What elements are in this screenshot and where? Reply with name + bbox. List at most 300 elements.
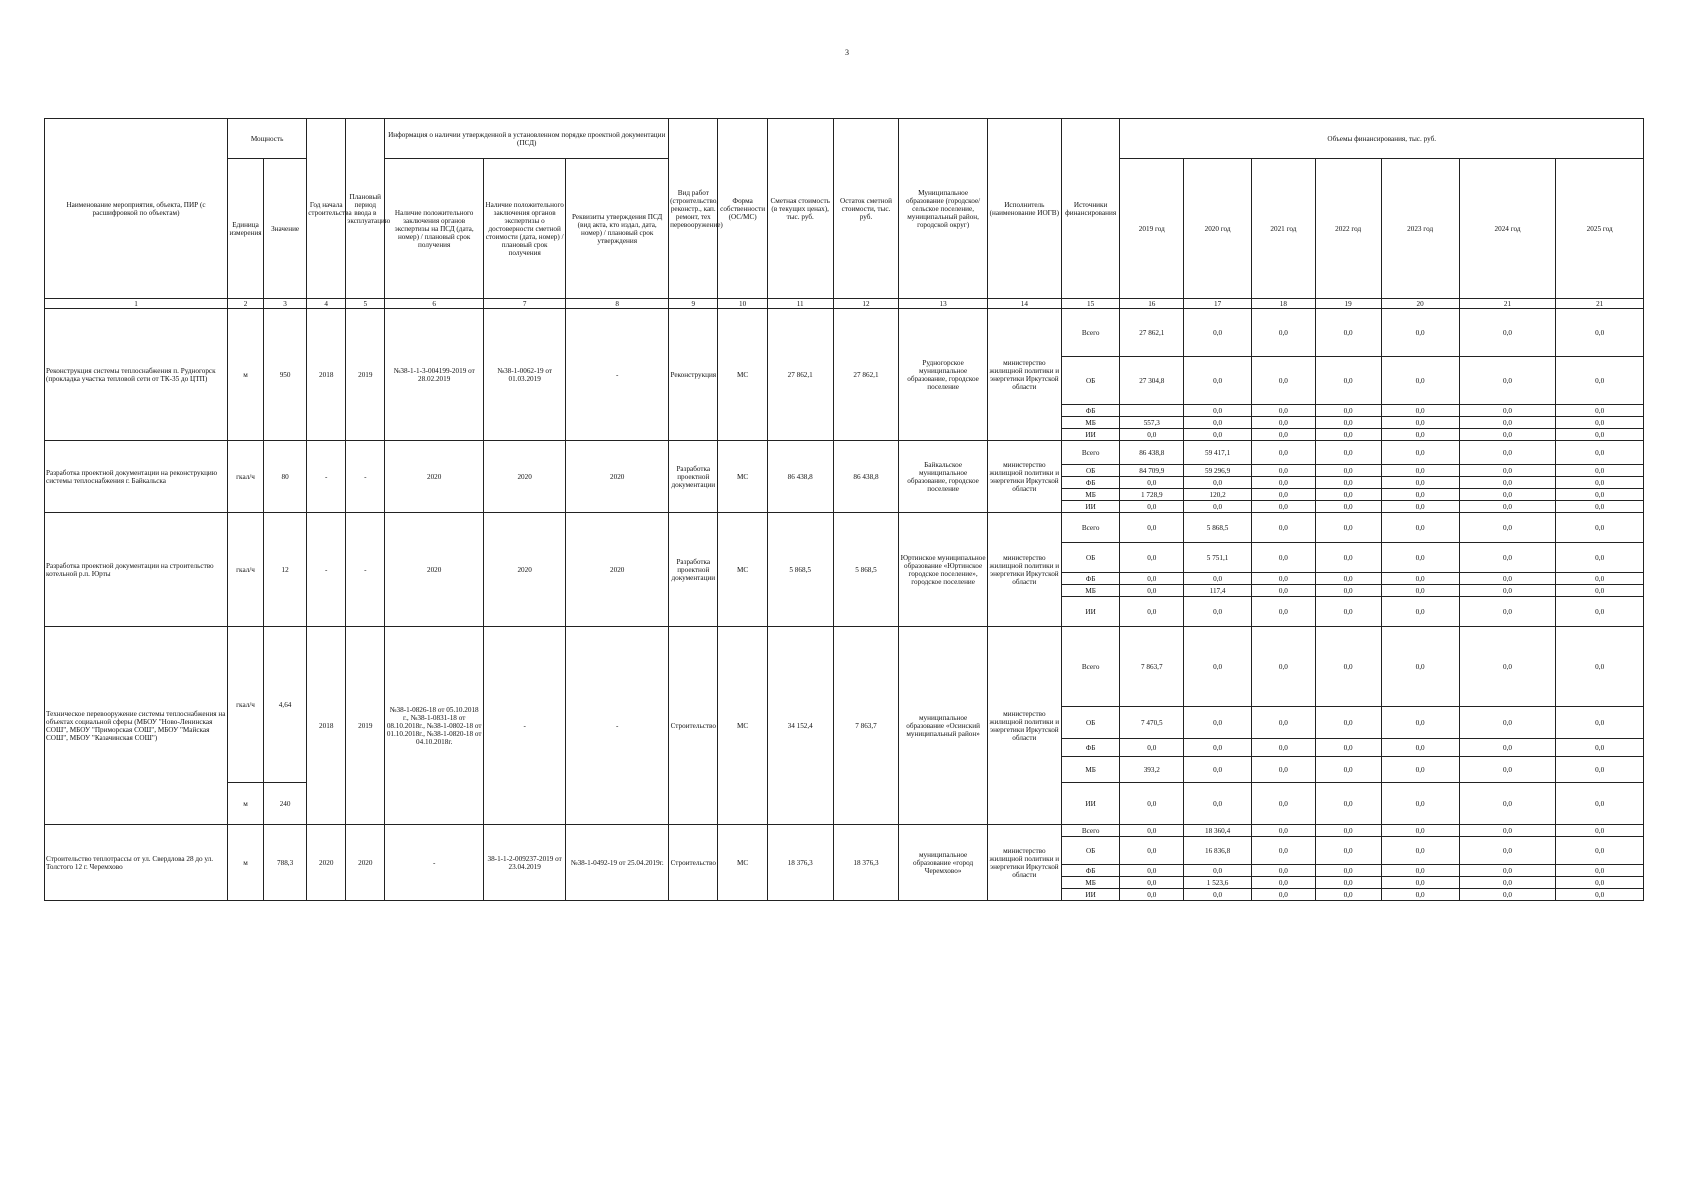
amount-cell: 0,0 (1120, 513, 1184, 543)
source-cell: ОБ (1061, 837, 1120, 865)
expertise-cell: 2020 (385, 513, 484, 627)
source-cell: МБ (1061, 489, 1120, 501)
amount-cell: 0,0 (1381, 585, 1459, 597)
amount-cell: 0,0 (1459, 489, 1556, 501)
amount-cell: 0,0 (1252, 465, 1316, 477)
amount-cell: 0,0 (1381, 543, 1459, 573)
project-name: Разработка проектной документации на реконструкцию системы теплоснабжения г. Байкальска (45, 441, 228, 513)
header-value: Значение (264, 159, 307, 299)
amount-cell: 0,0 (1184, 739, 1252, 757)
amount-cell: 0,0 (1252, 837, 1316, 865)
amount-cell: 0,0 (1252, 707, 1316, 739)
amount-cell: 7 863,7 (1120, 627, 1184, 707)
amount-cell: 0,0 (1184, 757, 1252, 783)
amount-cell: 0,0 (1381, 309, 1459, 357)
approval-cell: 2020 (566, 513, 669, 627)
amount-cell: 0,0 (1120, 429, 1184, 441)
amount-cell: 0,0 (1252, 865, 1316, 877)
amount-cell: 0,0 (1252, 357, 1316, 405)
amount-cell: 0,0 (1459, 405, 1556, 417)
work-type-cell: Строительство (669, 825, 718, 901)
table-row (45, 627, 1644, 707)
table-row (45, 513, 1644, 543)
table-row (45, 309, 1644, 357)
amount-cell: 0,0 (1315, 877, 1381, 889)
estimate-rest-cell: 7 863,7 (833, 627, 899, 825)
estimate-cost-cell: 27 862,1 (767, 309, 833, 441)
value-cell: 788,3 (264, 825, 307, 901)
amount-cell: 0,0 (1556, 627, 1644, 707)
amount-cell: 59 296,9 (1184, 465, 1252, 477)
column-number: 13 (899, 299, 987, 309)
amount-cell: 0,0 (1315, 501, 1381, 513)
amount-cell: 0,0 (1459, 877, 1556, 889)
amount-cell: 0,0 (1459, 783, 1556, 825)
source-cell: ОБ (1061, 707, 1120, 739)
amount-cell: 0,0 (1252, 501, 1316, 513)
amount-cell: 0,0 (1459, 465, 1556, 477)
column-number: 12 (833, 299, 899, 309)
amount-cell: 0,0 (1120, 889, 1184, 901)
source-cell: ФБ (1061, 865, 1120, 877)
amount-cell: 0,0 (1184, 405, 1252, 417)
project-name: Техническое перевооружение системы теплоснабжения на объектах социальной сферы (МБОУ "Ново-Ленинская СОШ", МБОУ "Приморская СОШ", МБОУ "Майская СОШ", МБОУ "Казачинская СОШ") (45, 627, 228, 825)
amount-cell: 0,0 (1556, 513, 1644, 543)
amount-cell: 0,0 (1556, 757, 1644, 783)
amount-cell: 0,0 (1459, 417, 1556, 429)
amount-cell: 0,0 (1381, 739, 1459, 757)
ownership-cell: МС (718, 309, 767, 441)
amount-cell: 0,0 (1381, 501, 1459, 513)
plan-year-cell: 2020 (346, 825, 385, 901)
approval-cell: №38-1-0492-19 от 25.04.2019г. (566, 825, 669, 901)
column-number: 21 (1556, 299, 1644, 309)
amount-cell: 0,0 (1252, 757, 1316, 783)
header-year: 2021 год (1252, 159, 1316, 299)
amount-cell: 0,0 (1120, 783, 1184, 825)
amount-cell: 0,0 (1556, 597, 1644, 627)
amount-cell: 0,0 (1459, 573, 1556, 585)
amount-cell: 0,0 (1556, 877, 1644, 889)
amount-cell: 0,0 (1252, 783, 1316, 825)
expertise-cell: №38-1-1-3-004199-2019 от 28.02.2019 (385, 309, 484, 441)
amount-cell: 0,0 (1184, 783, 1252, 825)
amount-cell: 0,0 (1315, 783, 1381, 825)
cost-expertise-cell: 38-1-1-2-009237-2019 от 23.04.2019 (484, 825, 566, 901)
amount-cell: 0,0 (1252, 585, 1316, 597)
amount-cell: 0,0 (1120, 825, 1184, 837)
amount-cell: 0,0 (1459, 357, 1556, 405)
amount-cell: 0,0 (1381, 877, 1459, 889)
amount-cell: 0,0 (1381, 513, 1459, 543)
source-cell: ИИ (1061, 597, 1120, 627)
source-cell: ИИ (1061, 429, 1120, 441)
amount-cell: 0,0 (1556, 489, 1644, 501)
table-body (45, 309, 1644, 901)
amount-cell: 0,0 (1556, 477, 1644, 489)
amount-cell: 0,0 (1459, 627, 1556, 707)
header-year: 2020 год (1184, 159, 1252, 299)
amount-cell: 0,0 (1459, 429, 1556, 441)
amount-cell: 0,0 (1556, 585, 1644, 597)
amount-cell: 0,0 (1381, 597, 1459, 627)
cost-expertise-cell: 2020 (484, 513, 566, 627)
expertise-cell: 2020 (385, 441, 484, 513)
header-year: 2023 год (1381, 159, 1459, 299)
amount-cell: 0,0 (1315, 739, 1381, 757)
amount-cell: 0,0 (1184, 865, 1252, 877)
cost-expertise-cell: №38-1-0062-19 от 01.03.2019 (484, 309, 566, 441)
amount-cell: 0,0 (1381, 417, 1459, 429)
unit-cell: гкал/ч (228, 627, 264, 783)
amount-cell: 1 728,9 (1120, 489, 1184, 501)
municipality-cell: муниципальное образование «Осинский муниципальный район» (899, 627, 987, 825)
amount-cell: 0,0 (1556, 837, 1644, 865)
source-cell: Всего (1061, 513, 1120, 543)
amount-cell: 59 417,1 (1184, 441, 1252, 465)
amount-cell: 0,0 (1315, 597, 1381, 627)
amount-cell (1120, 405, 1184, 417)
amount-cell: 0,0 (1120, 877, 1184, 889)
executor-cell: министерство жилищной политики и энергетики Иркутской области (987, 627, 1061, 825)
amount-cell: 0,0 (1459, 309, 1556, 357)
amount-cell: 0,0 (1315, 417, 1381, 429)
column-number: 20 (1381, 299, 1459, 309)
column-number: 15 (1061, 299, 1120, 309)
approval-cell: - (566, 309, 669, 441)
header-financing: Объемы финансирования, тыс. руб. (1120, 119, 1644, 159)
work-type-cell: Реконструкция (669, 309, 718, 441)
column-number: 19 (1315, 299, 1381, 309)
amount-cell: 0,0 (1556, 543, 1644, 573)
amount-cell: 0,0 (1315, 465, 1381, 477)
amount-cell: 393,2 (1120, 757, 1184, 783)
estimate-cost-cell: 18 376,3 (767, 825, 833, 901)
amount-cell: 0,0 (1459, 757, 1556, 783)
amount-cell: 0,0 (1315, 825, 1381, 837)
amount-cell: 0,0 (1315, 543, 1381, 573)
expertise-cell: №38-1-0826-18 от 05.10.2018 г., №38-1-0831-18 от 08.10.2018г., №38-1-0802-18 от 01.10.2018г., №38-1-0820-18 от 04.10.2018г. (385, 627, 484, 825)
header-cost: Сметная стоимость (в текущих ценах), тыс. руб. (767, 119, 833, 299)
unit-cell: м (228, 309, 264, 441)
plan-year-cell: 2019 (346, 627, 385, 825)
amount-cell: 5 868,5 (1184, 513, 1252, 543)
column-number: 10 (718, 299, 767, 309)
amount-cell: 0,0 (1120, 865, 1184, 877)
source-cell: Всего (1061, 825, 1120, 837)
amount-cell: 0,0 (1315, 489, 1381, 501)
header-year-start: Год начала строительства (307, 119, 346, 299)
amount-cell: 0,0 (1252, 597, 1316, 627)
amount-cell: 0,0 (1556, 783, 1644, 825)
estimate-rest-cell: 5 868,5 (833, 513, 899, 627)
column-number: 16 (1120, 299, 1184, 309)
column-number: 2 (228, 299, 264, 309)
expertise-cell: - (385, 825, 484, 901)
amount-cell: 0,0 (1381, 889, 1459, 901)
amount-cell: 5 751,1 (1184, 543, 1252, 573)
amount-cell: 0,0 (1252, 309, 1316, 357)
column-number: 11 (767, 299, 833, 309)
amount-cell: 0,0 (1459, 597, 1556, 627)
amount-cell: 0,0 (1252, 477, 1316, 489)
amount-cell: 84 709,9 (1120, 465, 1184, 477)
amount-cell: 0,0 (1556, 417, 1644, 429)
unit-cell: м (228, 783, 264, 825)
amount-cell: 0,0 (1381, 357, 1459, 405)
value-cell: 950 (264, 309, 307, 441)
plan-year-cell: 2019 (346, 309, 385, 441)
amount-cell: 18 360,4 (1184, 825, 1252, 837)
amount-cell: 0,0 (1120, 837, 1184, 865)
source-cell: МБ (1061, 757, 1120, 783)
municipality-cell: муниципальное образование «город Черемхово» (899, 825, 987, 901)
amount-cell: 7 470,5 (1120, 707, 1184, 739)
amount-cell: 0,0 (1381, 405, 1459, 417)
header-psd: Информация о наличии утвержденной в установленном порядке проектной документации (ПСД) (385, 119, 669, 159)
amount-cell: 0,0 (1315, 405, 1381, 417)
unit-cell: гкал/ч (228, 441, 264, 513)
header-rest: Остаток сметной стоимости, тыс. руб. (833, 119, 899, 299)
plan-year-cell: - (346, 441, 385, 513)
executor-cell: министерство жилищной политики и энергетики Иркутской области (987, 309, 1061, 441)
amount-cell: 0,0 (1252, 441, 1316, 465)
amount-cell: 0,0 (1381, 573, 1459, 585)
amount-cell: 0,0 (1252, 739, 1316, 757)
amount-cell: 27 304,8 (1120, 357, 1184, 405)
project-name: Разработка проектной документации на строительство котельной р.п. Юрты (45, 513, 228, 627)
source-cell: МБ (1061, 417, 1120, 429)
estimate-rest-cell: 86 438,8 (833, 441, 899, 513)
amount-cell: 0,0 (1315, 309, 1381, 357)
header-power: Мощность (228, 119, 307, 159)
value-cell: 12 (264, 513, 307, 627)
amount-cell: 0,0 (1381, 825, 1459, 837)
amount-cell: 0,0 (1252, 573, 1316, 585)
amount-cell: 0,0 (1459, 837, 1556, 865)
header-year: 2024 год (1459, 159, 1556, 299)
amount-cell: 0,0 (1184, 627, 1252, 707)
column-number: 8 (566, 299, 669, 309)
amount-cell: 0,0 (1459, 585, 1556, 597)
column-number: 6 (385, 299, 484, 309)
amount-cell: 0,0 (1556, 429, 1644, 441)
municipality-cell: Юртинское муниципальное образование «Юртинское городское поселение», городское поселение (899, 513, 987, 627)
header-c7: Наличие положительного заключения органов экспертизы о достоверности сметной стоимости (дата, номер) / плановый срок получения (484, 159, 566, 299)
estimate-cost-cell: 5 868,5 (767, 513, 833, 627)
work-type-cell: Разработка проектной документации (669, 513, 718, 627)
amount-cell: 0,0 (1252, 405, 1316, 417)
amount-cell: 0,0 (1184, 573, 1252, 585)
column-number: 5 (346, 299, 385, 309)
amount-cell: 0,0 (1120, 477, 1184, 489)
executor-cell: министерство жилищной политики и энергетики Иркутской области (987, 825, 1061, 901)
header-c8: Реквизиты утверждения ПСД (вид акта, кто издал, дата, номер) / плановый срок утверждения (566, 159, 669, 299)
estimate-rest-cell: 27 862,1 (833, 309, 899, 441)
project-name: Строительство теплотрассы от ул. Свердлова 28 до ул. Толстого 12 г. Черемхово (45, 825, 228, 901)
year-start-cell: 2018 (307, 627, 346, 825)
amount-cell: 16 836,8 (1184, 837, 1252, 865)
estimate-cost-cell: 86 438,8 (767, 441, 833, 513)
amount-cell: 0,0 (1556, 889, 1644, 901)
amount-cell: 0,0 (1252, 825, 1316, 837)
amount-cell: 0,0 (1184, 357, 1252, 405)
amount-cell: 0,0 (1252, 627, 1316, 707)
project-name: Реконструкция системы теплоснабжения п. Рудногорск (прокладка участка тепловой сети от ТК-35 до ЦТП) (45, 309, 228, 441)
amount-cell: 0,0 (1184, 889, 1252, 901)
amount-cell: 0,0 (1381, 865, 1459, 877)
amount-cell: 0,0 (1315, 429, 1381, 441)
amount-cell: 0,0 (1252, 429, 1316, 441)
amount-cell: 117,4 (1184, 585, 1252, 597)
plan-year-cell: - (346, 513, 385, 627)
amount-cell: 0,0 (1459, 825, 1556, 837)
column-number: 1 (45, 299, 228, 309)
amount-cell: 0,0 (1381, 757, 1459, 783)
column-number: 18 (1252, 299, 1316, 309)
amount-cell: 0,0 (1252, 543, 1316, 573)
value-cell: 4,64 (264, 627, 307, 783)
unit-cell: м (228, 825, 264, 901)
amount-cell: 0,0 (1252, 889, 1316, 901)
source-cell: ИИ (1061, 889, 1120, 901)
amount-cell: 0,0 (1459, 477, 1556, 489)
amount-cell: 0,0 (1459, 441, 1556, 465)
value-cell: 240 (264, 783, 307, 825)
header-year: 2022 год (1315, 159, 1381, 299)
amount-cell: 0,0 (1459, 501, 1556, 513)
header-work: Вид работ (строительство, реконстр., кап. ремонт, тех перевооружение) (669, 119, 718, 299)
approval-cell: 2020 (566, 441, 669, 513)
cost-expertise-cell: - (484, 627, 566, 825)
amount-cell: 0,0 (1381, 477, 1459, 489)
amount-cell: 0,0 (1459, 543, 1556, 573)
amount-cell: 0,0 (1315, 889, 1381, 901)
amount-cell: 0,0 (1184, 707, 1252, 739)
year-start-cell: - (307, 513, 346, 627)
amount-cell: 0,0 (1556, 405, 1644, 417)
amount-cell: 0,0 (1459, 865, 1556, 877)
financing-table (44, 118, 1644, 901)
amount-cell: 0,0 (1459, 739, 1556, 757)
source-cell: ФБ (1061, 405, 1120, 417)
amount-cell: 0,0 (1556, 573, 1644, 585)
amount-cell: 0,0 (1556, 465, 1644, 477)
amount-cell: 0,0 (1381, 707, 1459, 739)
amount-cell: 0,0 (1556, 865, 1644, 877)
amount-cell: 0,0 (1252, 489, 1316, 501)
estimate-rest-cell: 18 376,3 (833, 825, 899, 901)
ownership-cell: МС (718, 627, 767, 825)
amount-cell: 0,0 (1184, 477, 1252, 489)
year-start-cell: 2020 (307, 825, 346, 901)
amount-cell: 0,0 (1381, 465, 1459, 477)
source-cell: МБ (1061, 877, 1120, 889)
amount-cell: 1 523,6 (1184, 877, 1252, 889)
column-number: 7 (484, 299, 566, 309)
amount-cell: 0,0 (1184, 501, 1252, 513)
amount-cell: 0,0 (1315, 707, 1381, 739)
amount-cell: 0,0 (1120, 573, 1184, 585)
amount-cell: 0,0 (1459, 889, 1556, 901)
amount-cell: 0,0 (1556, 441, 1644, 465)
ownership-cell: МС (718, 825, 767, 901)
source-cell: ИИ (1061, 501, 1120, 513)
amount-cell: 0,0 (1184, 597, 1252, 627)
column-number: 9 (669, 299, 718, 309)
table-row (45, 441, 1644, 465)
header-c6: Наличие положительного заключения органов экспертизы на ПСД (дата, номер) / плановый срок получения (385, 159, 484, 299)
executor-cell: министерство жилищной политики и энергетики Иркутской области (987, 513, 1061, 627)
amount-cell: 27 862,1 (1120, 309, 1184, 357)
amount-cell: 0,0 (1315, 865, 1381, 877)
unit-cell: гкал/ч (228, 513, 264, 627)
amount-cell: 0,0 (1381, 783, 1459, 825)
amount-cell: 0,0 (1315, 573, 1381, 585)
amount-cell: 0,0 (1315, 357, 1381, 405)
municipality-cell: Байкальское муниципальное образование, городское поселение (899, 441, 987, 513)
amount-cell: 0,0 (1315, 477, 1381, 489)
amount-cell: 0,0 (1556, 357, 1644, 405)
amount-cell: 0,0 (1120, 597, 1184, 627)
header-year: 2019 год (1120, 159, 1184, 299)
year-start-cell: - (307, 441, 346, 513)
amount-cell: 86 438,8 (1120, 441, 1184, 465)
amount-cell: 0,0 (1184, 417, 1252, 429)
header-plan-year: Плановый период ввода в эксплуатацию (346, 119, 385, 299)
amount-cell: 0,0 (1556, 707, 1644, 739)
amount-cell: 0,0 (1315, 837, 1381, 865)
estimate-cost-cell: 34 152,4 (767, 627, 833, 825)
amount-cell: 0,0 (1315, 585, 1381, 597)
work-type-cell: Строительство (669, 627, 718, 825)
amount-cell: 0,0 (1120, 501, 1184, 513)
amount-cell: 0,0 (1381, 627, 1459, 707)
amount-cell: 0,0 (1556, 739, 1644, 757)
amount-cell: 0,0 (1315, 627, 1381, 707)
header-mo: Муниципальное образование (городское/сельское поселение, муниципальный район, городской округ) (899, 119, 987, 299)
source-cell: ИИ (1061, 783, 1120, 825)
source-cell: ОБ (1061, 543, 1120, 573)
amount-cell: 557,3 (1120, 417, 1184, 429)
ownership-cell: МС (718, 441, 767, 513)
column-number: 21 (1459, 299, 1556, 309)
executor-cell: министерство жилищной политики и энергетики Иркутской области (987, 441, 1061, 513)
source-cell: Всего (1061, 627, 1120, 707)
column-number: 3 (264, 299, 307, 309)
page-number: 3 (845, 48, 849, 57)
amount-cell: 0,0 (1184, 429, 1252, 441)
amount-cell: 0,0 (1556, 309, 1644, 357)
header-unit: Единица измерения (228, 159, 264, 299)
source-cell: ОБ (1061, 357, 1120, 405)
amount-cell: 0,0 (1120, 543, 1184, 573)
column-number: 4 (307, 299, 346, 309)
source-cell: ОБ (1061, 465, 1120, 477)
value-cell: 80 (264, 441, 307, 513)
amount-cell: 0,0 (1315, 513, 1381, 543)
amount-cell: 0,0 (1252, 417, 1316, 429)
header-year: 2025 год (1556, 159, 1644, 299)
amount-cell: 0,0 (1315, 441, 1381, 465)
amount-cell: 0,0 (1184, 309, 1252, 357)
source-cell: ФБ (1061, 573, 1120, 585)
source-cell: Всего (1061, 441, 1120, 465)
amount-cell: 0,0 (1381, 441, 1459, 465)
amount-cell: 0,0 (1459, 513, 1556, 543)
amount-cell: 0,0 (1120, 585, 1184, 597)
amount-cell: 0,0 (1381, 489, 1459, 501)
